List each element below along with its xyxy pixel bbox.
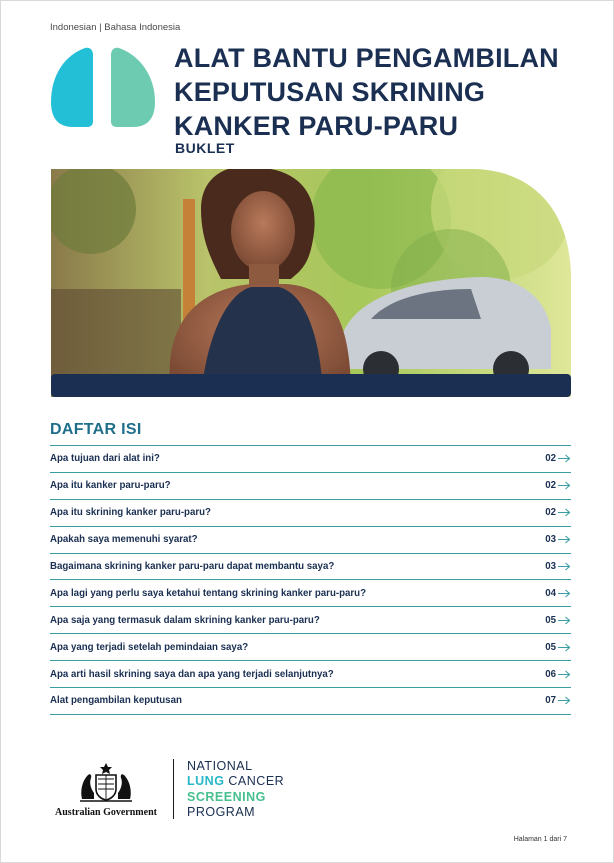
toc-entry-page: 05 (545, 641, 556, 653)
toc-entry-page: 03 (545, 561, 556, 572)
screening-program-logo (187, 759, 347, 821)
toc-entry[interactable] (50, 446, 571, 473)
arrow-right-icon (558, 670, 571, 679)
toc-entry-label: Apa lagi yang perlu saya ketahui tentang skrining kanker paru-paru? (50, 587, 367, 599)
program-line: PROGRAM (187, 805, 256, 820)
toc-entry-page: 02 (545, 453, 556, 465)
toc-entry[interactable] (50, 634, 571, 661)
toc-entry-label: Apa yang terjadi setelah pemindaian saya? (50, 641, 249, 653)
program-cancer-word: CANCER (224, 774, 285, 789)
toc-entry[interactable] (50, 607, 571, 634)
lungs-logo-icon (51, 47, 155, 127)
toc-entry-page: 04 (545, 587, 556, 599)
arrow-right-icon (558, 481, 571, 490)
toc-entry-page: 06 (545, 668, 556, 680)
toc-entry[interactable] (50, 661, 571, 688)
hero-photo (51, 169, 571, 397)
arrow-right-icon (558, 616, 571, 625)
toc-entry-label: Bagaimana skrining kanker paru-paru dapat membantu saya? (50, 561, 335, 572)
arrow-right-icon (558, 454, 571, 463)
language-label: Indonesian | Bahasa Indonesia (50, 22, 181, 33)
toc-entry-page: 02 (545, 507, 556, 519)
toc-entry[interactable] (50, 527, 571, 554)
toc-entry-page: 02 (545, 480, 556, 492)
toc-entry-label: Alat pengambilan keputusan (50, 695, 182, 707)
table-of-contents (50, 445, 571, 715)
title-line: KANKER PARU-PARU (174, 111, 459, 141)
toc-entry-label: Apa itu kanker paru-paru? (50, 480, 171, 492)
program-lung-word: LUNG (187, 774, 225, 789)
toc-entry-label: Apa saja yang termasuk dalam skrining kanker paru-paru? (50, 614, 320, 626)
australian-government-logo (50, 761, 162, 821)
arrow-right-icon (558, 562, 571, 571)
arrow-right-icon (558, 696, 571, 705)
toc-entry-page: 07 (545, 695, 556, 707)
logo-divider (173, 759, 174, 819)
toc-entry-label: Apa tujuan dari alat ini? (50, 453, 160, 465)
program-line-lung-cancer (187, 774, 347, 789)
booklet-title (174, 41, 594, 143)
government-name: Australian Government (55, 807, 157, 818)
booklet-subtitle: BUKLET (175, 140, 235, 156)
toc-entry-page: 03 (545, 534, 556, 546)
page-indicator: Halaman 1 dari 7 (513, 836, 567, 843)
toc-entry-page: 05 (545, 614, 556, 626)
toc-entry-label: Apakah saya memenuhi syarat? (50, 534, 198, 546)
toc-entry[interactable] (50, 580, 571, 607)
arrow-right-icon (558, 643, 571, 652)
table-of-contents-heading: DAFTAR ISI (50, 421, 142, 438)
program-line: NATIONAL (187, 759, 253, 773)
arrow-right-icon (558, 535, 571, 544)
toc-entry[interactable] (50, 554, 571, 581)
program-screening-word: SCREENING (187, 789, 266, 804)
arrow-right-icon (558, 508, 571, 517)
toc-entry-label: Apa itu skrining kanker paru-paru? (50, 507, 211, 519)
title-line: KEPUTUSAN SKRINING (174, 77, 486, 107)
toc-entry[interactable] (50, 473, 571, 500)
arrow-right-icon (558, 589, 571, 598)
toc-entry[interactable] (50, 500, 571, 527)
toc-entry-label: Apa arti hasil skrining saya dan apa yang terjadi selanjutnya? (50, 668, 334, 680)
title-line: ALAT BANTU PENGAMBILAN (174, 43, 559, 73)
toc-entry[interactable] (50, 688, 571, 715)
coat-of-arms-icon (74, 761, 138, 803)
